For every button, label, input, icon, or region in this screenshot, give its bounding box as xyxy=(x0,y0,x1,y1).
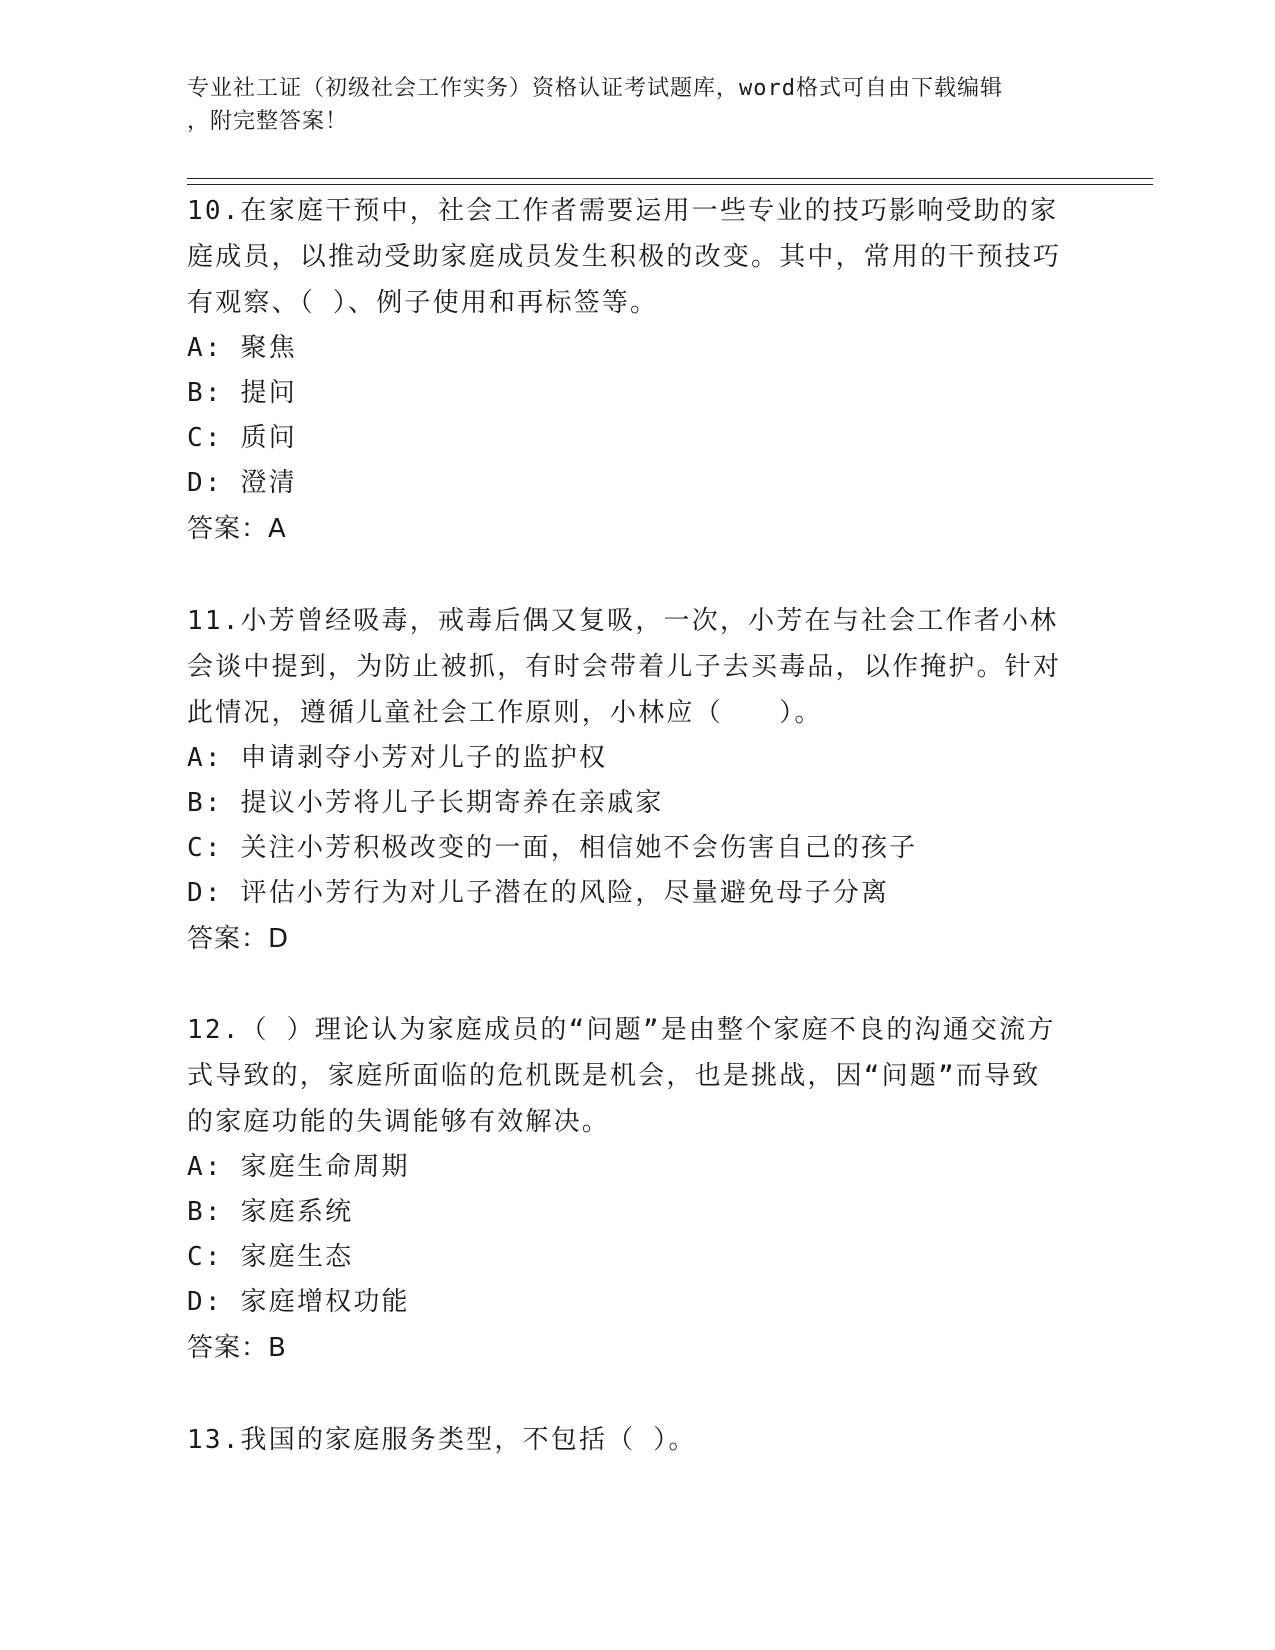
question-stem: 12.（ ）理论认为家庭成员的“问题”是由整个家庭不良的沟通交流方式导致的，家庭所面临的危机既是机会，也是挑战，因“问题”而导致的家庭功能的失调能够有效解决。 xyxy=(187,1015,1056,1137)
option-b: B: 提议小芳将儿子长期寄养在亲戚家 xyxy=(187,788,664,818)
option-a: A: 聚焦 xyxy=(187,333,297,363)
header-divider-top xyxy=(187,178,1153,179)
question-13 xyxy=(187,1417,1067,1463)
option-d: D: 澄清 xyxy=(187,468,297,498)
option-c: C: 家庭生态 xyxy=(187,1242,354,1272)
option-a: A: 申请剥夺小芳对儿子的监护权 xyxy=(187,743,608,773)
answer: 答案：A xyxy=(187,514,287,544)
option-b: B: 家庭系统 xyxy=(187,1197,354,1227)
option-c: C: 质问 xyxy=(187,423,297,453)
header-divider-bottom xyxy=(187,184,1153,185)
answer: 答案：D xyxy=(187,924,290,954)
header-line-1: 专业社工证（初级社会工作实务）资格认证考试题库，word格式可自由下载编辑 xyxy=(187,76,1003,101)
question-stem: 10.在家庭干预中，社会工作者需要运用一些专业的技巧影响受助的家庭成员，以推动受助家庭成员发生积极的改变。其中，常用的干预技巧有观察、（ ）、例子使用和再标签等。 xyxy=(187,196,1062,318)
question-stem: 11.小芳曾经吸毒，戒毒后偶又复吸，一次，小芳在与社会工作者小林会谈中提到，为防止被抓，有时会带着儿子去买毒品，以作掩护。针对此情况，遵循儿童社会工作原则，小林应（ ）。 xyxy=(187,606,1062,728)
document-header xyxy=(187,72,1067,138)
option-b: B: 提问 xyxy=(187,378,297,408)
answer: 答案：B xyxy=(187,1333,287,1363)
question-stem: 13.我国的家庭服务类型，不包括（ ）。 xyxy=(187,1425,697,1455)
option-c: C: 关注小芳积极改变的一面，相信她不会伤害自己的孩子 xyxy=(187,833,918,863)
header-line-2: ，附完整答案！ xyxy=(187,109,349,134)
option-a: A: 家庭生命周期 xyxy=(187,1152,410,1182)
question-10 xyxy=(187,188,1067,552)
question-11 xyxy=(187,598,1067,962)
question-12 xyxy=(187,1007,1067,1371)
option-d: D: 家庭增权功能 xyxy=(187,1287,410,1317)
option-d: D: 评估小芳行为对儿子潜在的风险，尽量避免母子分离 xyxy=(187,878,890,908)
